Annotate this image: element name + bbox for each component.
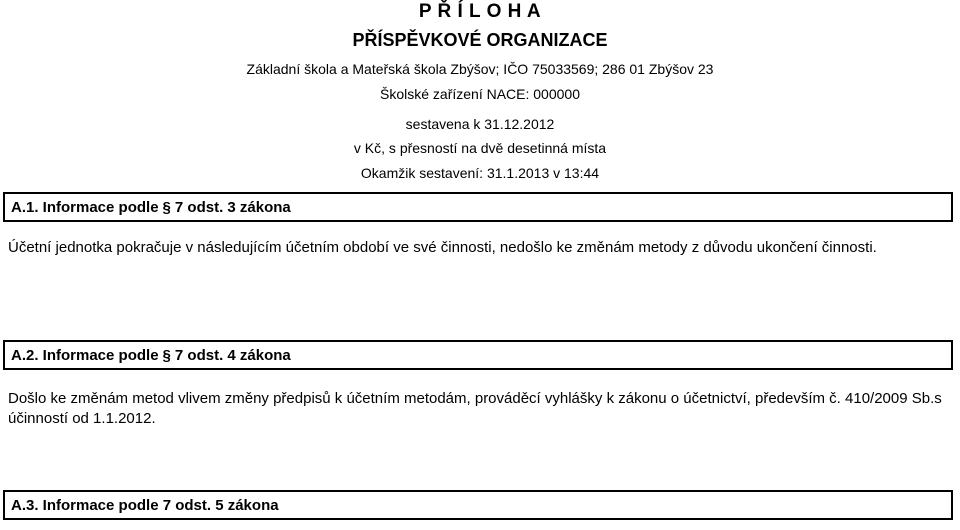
section-a3-label: A.3. Informace podle 7 odst. 5 zákona <box>11 496 279 514</box>
section-heading-a3 <box>3 490 953 520</box>
section-a1-suffix: 7 odst. 3 zákona <box>174 198 291 216</box>
section-heading-a2 <box>3 340 953 370</box>
section-heading-a1 <box>3 192 953 222</box>
currency-precision: v Kč, s přesností na dvě desetinná místa <box>353 140 607 156</box>
facility-line: Školské zařízení NACE: 000000 <box>380 86 580 102</box>
section-a2-text: Došlo ke změnám metod vlivem změny předpisů k účetním metodám, prováděcí vyhlášky k zákonu o účetnictví, především č. 410/2009 Sb.s účinností od 1.1.2012. <box>8 390 942 427</box>
school-identification: Základní škola a Mateřská škola Zbýšov; IČO 75033569; 286 01 Zbýšov 23 <box>246 61 714 77</box>
section-a2-suffix: 7 odst. 4 zákona <box>174 346 291 364</box>
paragraph-sign-icon: § <box>162 198 171 216</box>
section-a1-text: Účetní jednotka pokračuje v následujícím účetním období ve své činnosti, nedošlo ke změnám metody z důvodu ukončení činnosti. <box>8 239 877 256</box>
compiled-date: sestavena k 31.12.2012 <box>405 116 555 132</box>
section-a2-prefix: A.2. Informace podle <box>11 346 159 364</box>
compiled-moment: Okamžik sestavení: 31.1.2013 v 13:44 <box>360 165 600 181</box>
paragraph-sign-icon: § <box>162 346 171 364</box>
section-a1-prefix: A.1. Informace podle <box>11 198 159 216</box>
organization-type: PŘÍSPĚVKOVÉ ORGANIZACE <box>352 30 608 50</box>
document-title: P Ř Í L O H A <box>418 1 542 22</box>
